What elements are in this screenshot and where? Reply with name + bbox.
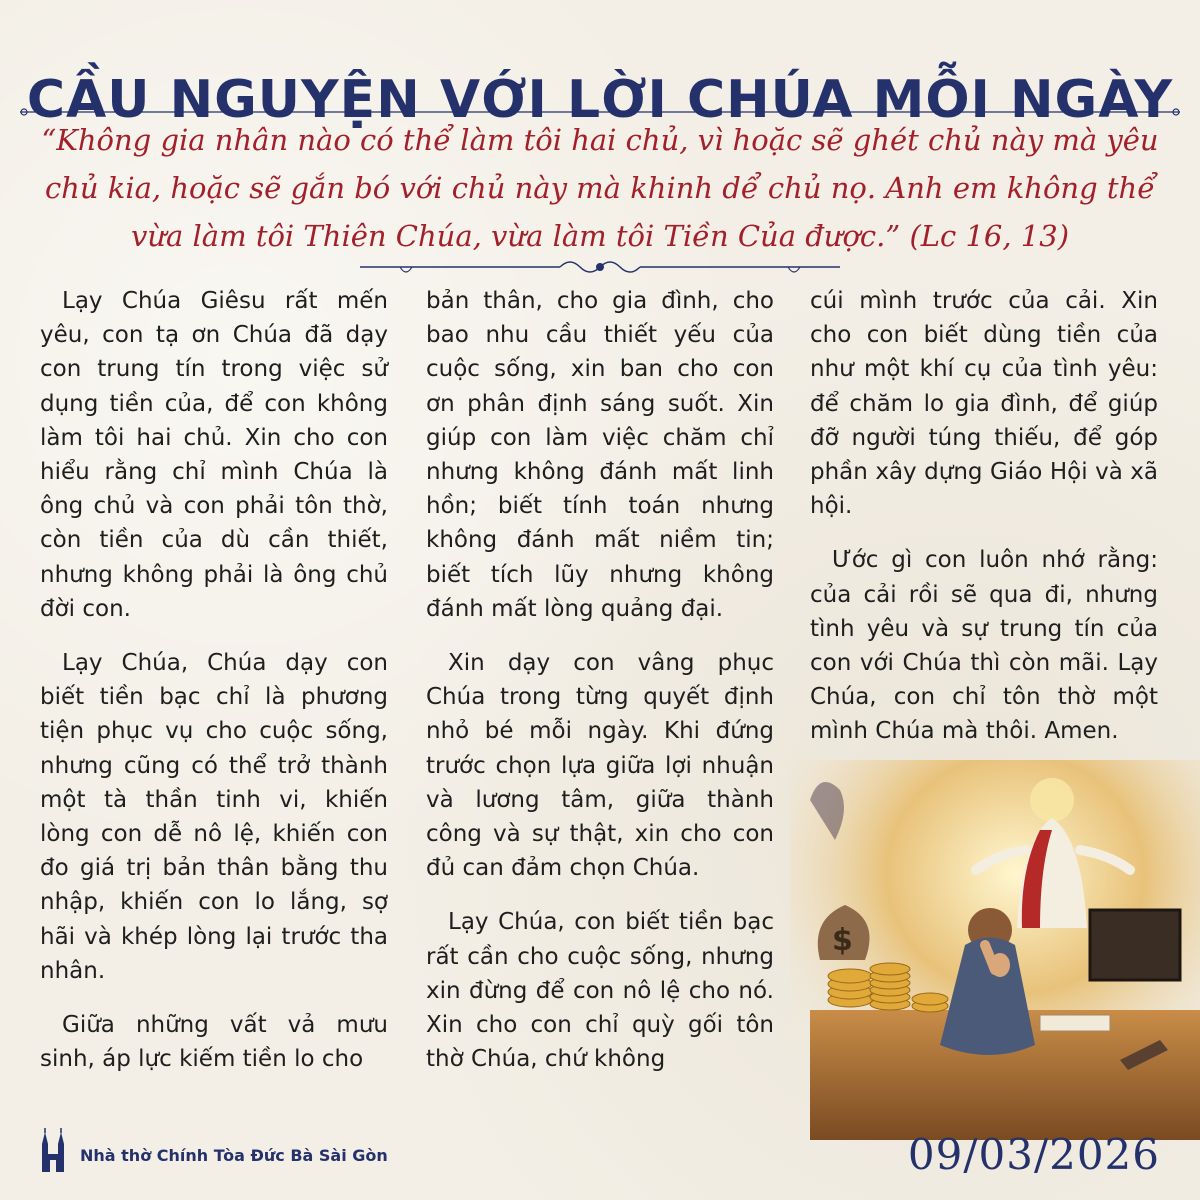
prayer-paragraph: bản thân, cho gia đình, cho bao nhu cầu thiết yếu của cuộc sống, xin ban cho con ơn phân định sáng suốt. Xin giúp con làm việc chăm chỉ nhưng không đánh mất linh hồn; biết tính toán nhưng không đánh mất niềm tin; biết tích lũy nhưng không đánh mất lòng quảng đại. (426, 288, 774, 622)
prayer-paragraph: cúi mình trước của cải. Xin cho con biết dùng tiền của như một khí cụ của tình yêu: để chăm lo gia đình, để giúp đỡ người túng thiếu, để góp phần xây dựng Giáo Hội và xã hội. (810, 288, 1158, 520)
prayer-paragraph: Ước gì con luôn nhớ rằng: của cải rồi sẽ qua đi, nhưng tình yêu và sự trung tín của con với Chúa thì còn mãi. Lạy Chúa, con chỉ tôn thờ một mình Chúa mà thôi. Amen. (810, 547, 1158, 745)
prayer-paragraph: Lạy Chúa Giêsu rất mến yêu, con tạ ơn Chúa đã dạy con trung tín trong việc sử dụng tiền của, để con không làm tôi hai chủ. Xin cho con hiểu rằng chỉ mình Chúa là ông chủ và con phải tôn thờ, còn tiền của dù cần thiết, nhưng không phải là ông chủ đời con. (40, 288, 388, 622)
ornament-divider (360, 255, 840, 285)
date-label: 09/03/2026 (907, 1130, 1160, 1179)
prayer-column-1 (40, 284, 388, 1096)
prayer-column-3 (810, 284, 1158, 769)
prayer-column-2 (426, 284, 774, 1096)
scripture-quote: “Không gia nhân nào có thể làm tôi hai chủ, vì hoặc sẽ ghét chủ này mà yêu chủ kia, hoặc sẽ gắn bó với chủ này mà khinh dể chủ nọ. Anh em không thể vừa làm tôi Thiên Chúa, vừa làm tôi Tiền Của được.” (Lc 16, 13) (41, 123, 1159, 253)
prayer-paragraph: Lạy Chúa, Chúa dạy con biết tiền bạc chỉ là phương tiện phục vụ cho cuộc sống, nhưng cũng có thể trở thành một tà thần tinh vi, khiến lòng con dễ nô lệ, khiến con đo giá trị bản thân bằng thu nhập, khiến con lo lắng, sợ hãi và khép lòng lại trước tha nhân. (40, 650, 388, 984)
dollar-sign: $ (832, 923, 853, 958)
cathedral-icon (36, 1128, 70, 1172)
prayer-paragraph: Lạy Chúa, con biết tiền bạc rất cần cho cuộc sống, nhưng xin đừng để con nô lệ cho nó. Xin cho con chỉ quỳ gối tôn thờ Chúa, chứ không (426, 909, 774, 1073)
praying-man-with-jesus-illustration (790, 760, 1200, 1140)
prayer-paragraph: Giữa những vất vả mưu sinh, áp lực kiếm tiền lo cho (40, 1012, 388, 1073)
church-name: Nhà thờ Chính Tòa Đức Bà Sài Gòn (80, 1146, 388, 1165)
page-title: CẦU NGUYỆN VỚI LỜI CHÚA MỖI NGÀY (26, 69, 1174, 130)
prayer-paragraph: Xin dạy con vâng phục Chúa trong từng quyết định nhỏ bé mỗi ngày. Khi đứng trước chọn lựa giữa lợi nhuận và lương tâm, giữa thành công và sự thật, xin cho con đủ can đảm chọn Chúa. (426, 650, 774, 882)
